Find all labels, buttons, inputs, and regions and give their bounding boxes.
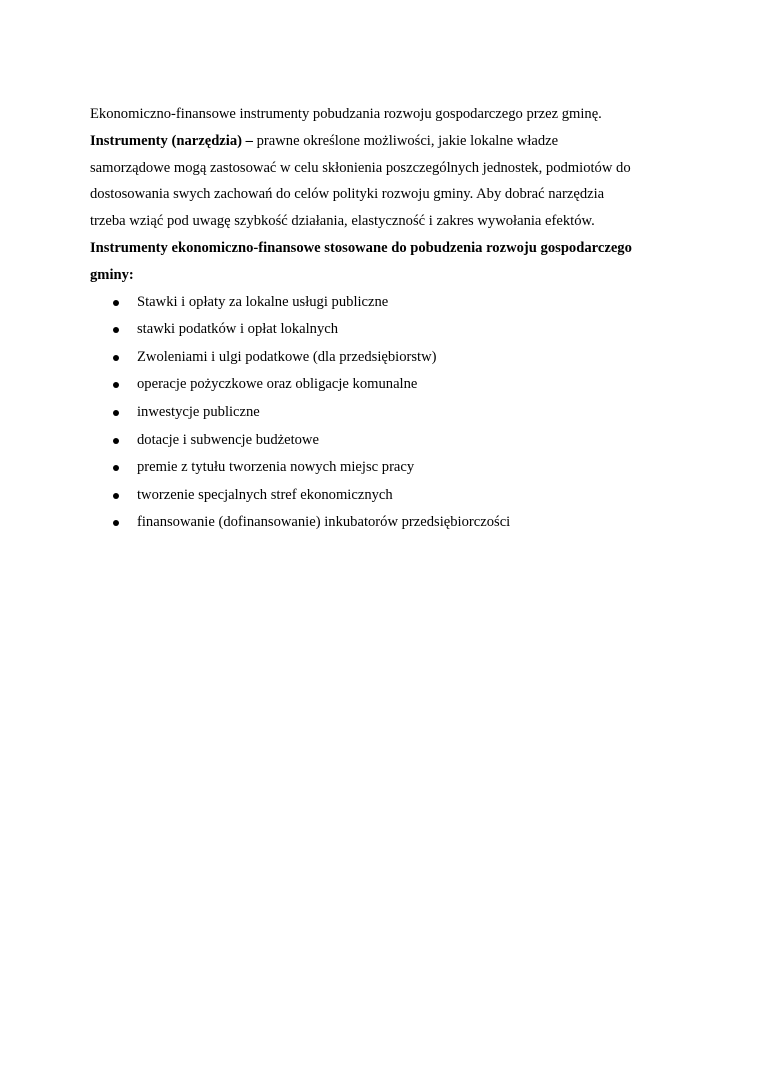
definition-line-1-text: prawne określone możliwości, jakie lokalne władze: [252, 132, 559, 149]
definition-line-1: [90, 128, 680, 155]
bullet-icon: [113, 465, 119, 471]
list-item-text: tworzenie specjalnych stref ekonomicznych: [137, 486, 393, 503]
list-item: [90, 509, 680, 537]
instruments-list: [90, 289, 680, 537]
subheading-line-2: gminy:: [90, 266, 134, 283]
bullet-icon: [113, 355, 119, 361]
list-item: [90, 399, 680, 427]
list-item: [90, 482, 680, 510]
bullet-icon: [113, 382, 119, 388]
bullet-icon: [113, 327, 119, 333]
list-item: [90, 316, 680, 344]
bullet-icon: [113, 410, 119, 416]
list-item-text: finansowanie (dofinansowanie) inkubatorów przedsiębiorczości: [137, 514, 511, 531]
definition-line-2: samorządowe mogą zastosować w celu skłonienia poszczególnych jednostek, podmiotów do: [90, 159, 631, 176]
bullet-icon: [113, 520, 119, 526]
subheading-line-1: Instrumenty ekonomiczno-finansowe stosowane do pobudzenia rozwoju gospodarczego: [90, 239, 632, 256]
definition-term: Instrumenty (narzędzia) –: [90, 132, 253, 149]
list-item-text: operacje pożyczkowe oraz obligacje komunalne: [137, 376, 418, 393]
title-line: Ekonomiczno-finansowe instrumenty pobudzania rozwoju gospodarczego przez gminę.: [90, 106, 602, 122]
list-item: [90, 454, 680, 482]
list-item-text: dotacje i subwencje budżetowe: [137, 431, 319, 448]
bullet-icon: [113, 438, 119, 444]
document-body: [90, 101, 680, 537]
list-item-text: Stawki i opłaty za lokalne usługi publiczne: [137, 293, 389, 310]
list-item: [90, 344, 680, 372]
definition-line-3: dostosowania swych zachowań do celów polityki rozwoju gminy. Aby dobrać narzędzia: [90, 186, 605, 203]
list-item-text: premie z tytułu tworzenia nowych miejsc pracy: [137, 459, 415, 476]
list-item: [90, 371, 680, 399]
list-item: [90, 427, 680, 455]
definition-line-4: trzeba wziąć pod uwagę szybkość działania, elastyczność i zakres wywołania efektów.: [90, 213, 595, 230]
bullet-icon: [113, 300, 119, 306]
list-item-text: Zwoleniami i ulgi podatkowe (dla przedsiębiorstw): [137, 348, 437, 365]
list-item-text: inwestycje publiczne: [137, 403, 260, 420]
bullet-icon: [113, 493, 119, 499]
list-item: [90, 289, 680, 317]
list-item-text: stawki podatków i opłat lokalnych: [137, 321, 339, 338]
